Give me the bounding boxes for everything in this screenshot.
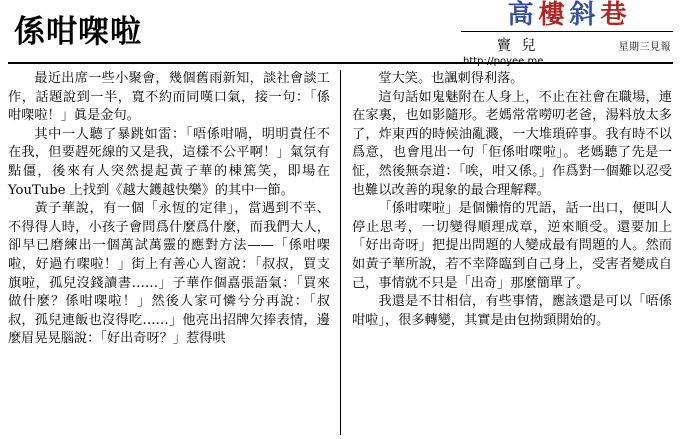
column-left <box>8 70 340 437</box>
masthead-char-3: 斜 <box>569 0 596 30</box>
masthead-char-2: 樓 <box>538 0 565 30</box>
site-url: http://poyee.me <box>463 56 544 68</box>
page-title: 係咁㗎啦 <box>14 14 142 50</box>
byline-row <box>461 32 673 55</box>
paragraph: 黃子華說，有一個「永恆的定律」，當遇到不幸、不得得人時，小孩子會問爲什麼爲什麼，而我們大人，卻早已磨練出一個萬試萬靈的應對方法——「係咁㗎啦，好過冇㗎啦！」街上有善心人窗說：「叔叔，買支旗啦，孤兒沒錢讀書……」子華作個嚞張語氣：「買來做什麼？係咁㗎啦！」然後人家可憐兮分再說：「叔叔，孤兒連飯也沒得吃……」他亮出招牌欠捧表情，邊麼眉晃晃腦說：「好出奇呀？」惹得哄 <box>8 201 330 347</box>
paragraph: 這句話如鬼魅附在人身上，不止在社會在職場，連在家裏，也如影隨形。老媽常常嘮叨老爸，湯料放太多了，炸東西的時候油亂濺，一大堆瑣碎事。我有時不以爲意，也會甩出一句「佢係咁㗎啦」。老媽聽了先是一怔，然後無奈道：「唉，咁又係。」作爲對一個難以忍受也難以改善的現象的最合理解釋。 <box>352 89 672 198</box>
publication-date: 星期三見報 <box>618 42 671 54</box>
header-divider <box>8 62 673 64</box>
article-body <box>8 70 673 437</box>
paragraph: 我還是不甘相信，有些事情，應該還是可以「唔係咁啦」，很多轉變，其實是由包拗頸開始的。 <box>352 294 672 328</box>
masthead-char-1: 高 <box>507 0 534 30</box>
masthead-title <box>461 2 673 32</box>
paragraph: 最近出席一些小聚會，幾個舊雨新知，談社會談工作，話題說到一半，寬不約而同嘆口氣，接一句：「係咁㗎啦！」眞是金句。 <box>8 71 330 124</box>
author-name: 竇 兒 <box>497 38 539 55</box>
paragraph: 「係咁㗎啦」是個懶惰的咒語，話一出口，便叫人停止思考，一切變得順理成章，逆來順受。還要加上「好出奇呀」把提出問題的人變成最有問題的人。然而如黃子華所說，若不幸降臨到自己身上，受害者變成自己，事情就不只是「出奇」那麼簡單了。 <box>352 201 672 291</box>
paragraph: 堂大笑。也諷刺得利落。 <box>378 71 524 86</box>
paragraph: 其中一人聽了暴跳如雷：「唔係咁喎，明明責任不在我，但要趕死線的又是我，這樣不公平啊！」氣氛有點僵，後來有人突然提起黃子華的棟篤笑，即場在 YouTube 上找到《越大鑊越快樂》的其中一節。 <box>8 126 330 198</box>
column-right <box>340 70 672 437</box>
masthead <box>461 2 673 67</box>
masthead-char-4: 巷 <box>600 0 627 30</box>
